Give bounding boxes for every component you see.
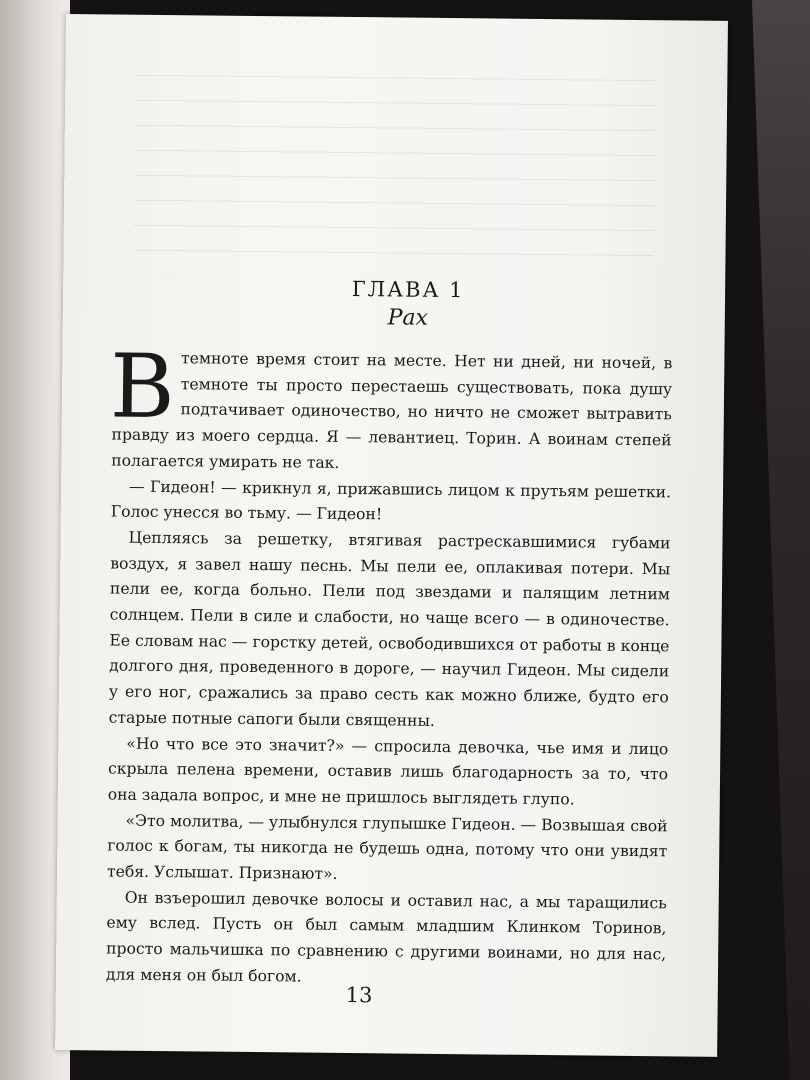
paragraph-text: темноте время стоит на месте. Нет ни дней, ни ночей, в темноте ты просто перестаешь существовать, пока душу подтачивает одиночество, но ничто не сможет вытравить правду из моего сердца. Я — левантиец. Торин. А воинам степей полагается умирать не так. xyxy=(111,349,673,472)
paragraph: «Это молитва, — улыбнулся глупышке Гидеон. — Возвышая свой голос к богам, ты никогда не будешь одна, потому что они увидят тебя. Услышат. Признают». xyxy=(106,811,668,883)
chapter-title: ГЛАВА 1 xyxy=(351,277,465,303)
chapter-subtitle: Рах xyxy=(387,305,429,331)
paragraph: — Гидеон! — крикнул я, прижавшись лицом к прутьям решетки. Голос унесся во тьму. — Гидеон! xyxy=(110,477,672,524)
paragraph: «Но что все это значит?» — спросила девочка, чье имя и лицо скрыла пелена времени, оставив лишь благодарность за то, что она задала вопрос, и мне не пришлось выглядеть глупо. xyxy=(107,734,669,809)
book-page xyxy=(55,14,728,1057)
page-text xyxy=(106,275,673,994)
paragraph xyxy=(109,334,673,480)
show-through-text xyxy=(133,75,655,280)
paragraph: Он взъерошил девочке волосы и оставил нас, а мы таращились ему вслед. Пусть он был самым младшим Клинком Торинов, просто мальчишка по сравнению с другими воинами, но для нас, для меня он был богом. xyxy=(105,888,667,986)
page-number: 13 xyxy=(345,982,373,1008)
drop-cap: В xyxy=(109,334,176,439)
paragraph: Цепляясь за решетку, втягивая растрескавшимися губами воздух, я завел нашу песнь. Мы пели ее, оплакивая потери. Мы пели ее, когда больно. Пели под звездами и палящим летним солнцем. Пели в силе и слабости, но чаще всего — в одиночестве. Ее словам нас — горстку детей, освободившихся от работы в конце долгого дня, проведенного в дороге, — научил Гидеон. Мы сидели у его ног, сражались за право сесть как можно ближе, будто его старые потные сапоги были священны. xyxy=(108,528,671,730)
